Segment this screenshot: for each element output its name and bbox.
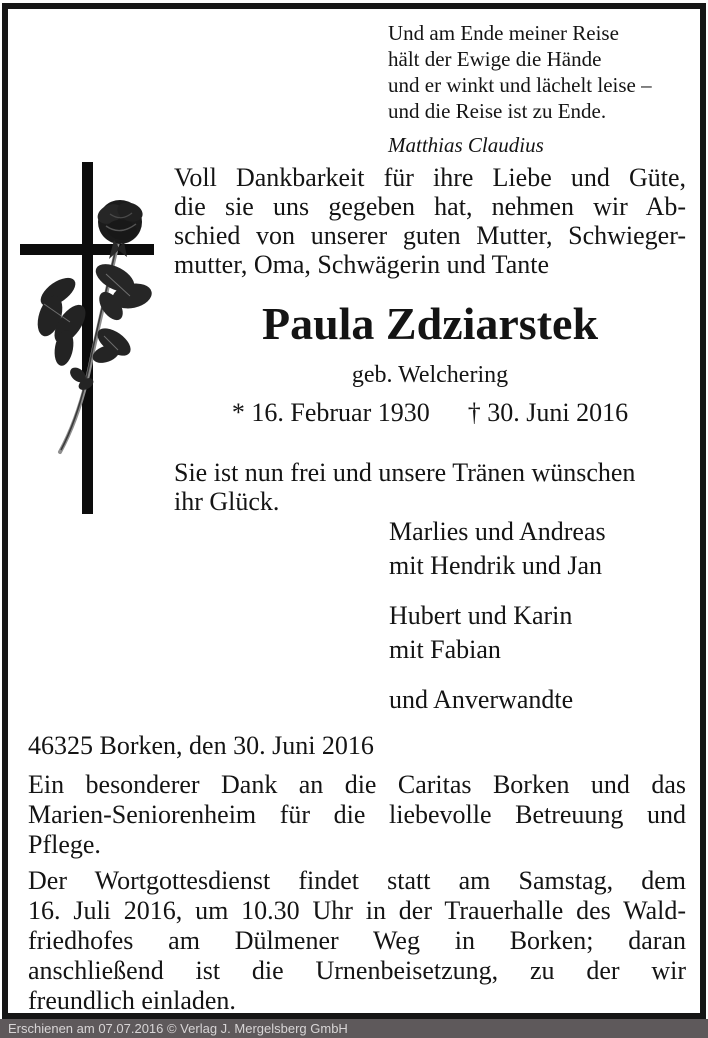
service-line: friedhofes am Dülmener Weg in Borken; daran	[28, 926, 686, 955]
mourner-line: mit Fabian	[389, 635, 501, 664]
farewell-line: Sie ist nun frei und unsere Tränen wünschen	[174, 458, 636, 487]
farewell-line: ihr Glück.	[174, 487, 280, 516]
farewell-text	[174, 458, 686, 516]
life-dates	[174, 398, 686, 428]
service-line: freundlich einladen.	[28, 986, 236, 1015]
mourner-line: mit Hendrik und Jan	[389, 551, 603, 580]
cross-vertical-bar	[82, 162, 93, 514]
maiden-name: geb. Welchering	[351, 362, 509, 388]
poem-author: Matthias Claudius	[388, 133, 544, 157]
intro-paragraph	[174, 163, 686, 279]
poem-line: Und am Ende meiner Reise	[388, 21, 619, 45]
intro-line: Voll Dankbarkeit für ihre Liebe und Güte,	[174, 163, 686, 192]
thanks-paragraph	[28, 770, 686, 860]
publisher-footer	[0, 1019, 708, 1038]
service-line: 16. Juli 2016, um 10.30 Uhr in der Trauerhalle des Wald-	[28, 896, 686, 925]
cross-rose-image	[14, 156, 160, 520]
mourner-line: und Anverwandte	[389, 685, 574, 714]
intro-line: mutter, Oma, Schwägerin und Tante	[174, 250, 550, 279]
service-paragraph	[28, 866, 686, 1016]
service-line: Der Wortgottesdienst findet statt am Samstag, dem	[28, 866, 686, 895]
mourners-list	[389, 515, 689, 733]
thanks-line: Pflege.	[28, 830, 101, 859]
birth-date: * 16. Februar 1930	[231, 398, 430, 427]
deceased-name: Paula Zdziarstek	[261, 298, 599, 349]
mourner-line: Hubert und Karin	[389, 601, 573, 630]
poem-line: und er winkt und lächelt leise –	[388, 73, 652, 97]
mourner-line: Marlies und Andreas	[389, 517, 606, 546]
poem-line: und die Reise ist zu Ende.	[388, 99, 607, 123]
mourner-group	[389, 683, 689, 717]
cross-horizontal-bar	[20, 244, 154, 255]
intro-line: schied von unserer guten Mutter, Schwieger-	[174, 221, 686, 250]
publisher-footer-text: Erschienen am 07.07.2016 © Verlag J. Mergelsberg GmbH	[8, 1021, 348, 1036]
poem	[388, 20, 688, 158]
intro-line: die sie uns gegeben hat, nehmen wir Ab-	[174, 192, 686, 221]
poem-line: hält der Ewige die Hände	[388, 47, 602, 71]
thanks-line: Ein besonderer Dank an die Caritas Borken und das	[28, 770, 686, 799]
rose-leaves-lower	[67, 323, 135, 392]
death-date: † 30. Juni 2016	[467, 398, 629, 427]
mourner-group	[389, 599, 689, 667]
thanks-line: Marien-Seniorenheim für die liebevolle Betreuung und	[28, 800, 686, 829]
mourner-group	[389, 515, 689, 583]
service-line: anschließend ist die Urnenbeisetzung, zu der wir	[28, 956, 686, 985]
place-date-line: 46325 Borken, den 30. Juni 2016	[28, 731, 374, 760]
